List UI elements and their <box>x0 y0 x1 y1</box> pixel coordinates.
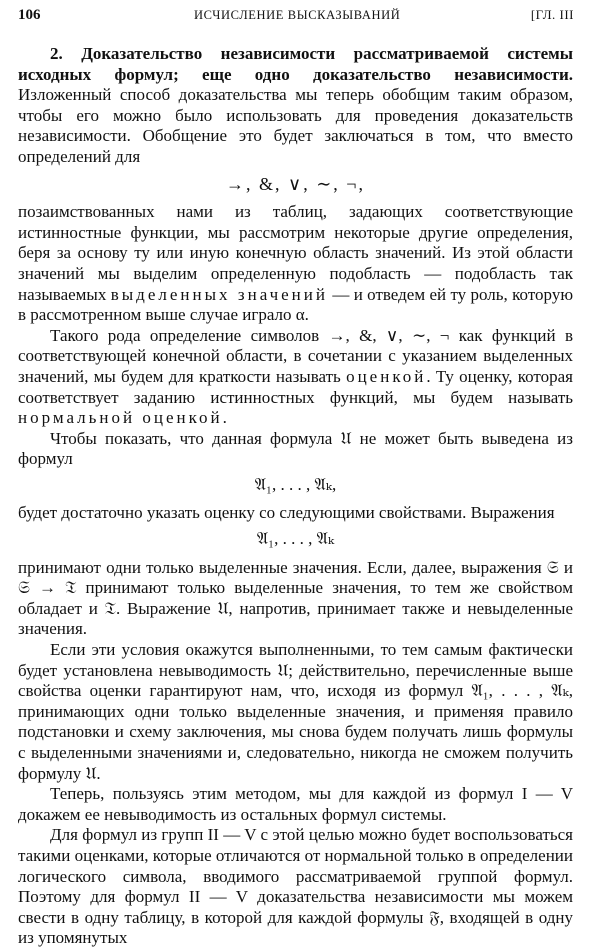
paragraph-3-end: . <box>222 408 227 428</box>
paragraph-2 <box>18 202 573 326</box>
paragraph-5: будет достаточно указать оценку со следующими свойствами. Выражения <box>18 503 555 523</box>
paragraph-3-part-2: . Ту оценку, которая соответствует заданию истинностных функций, мы будем называть <box>18 366 573 407</box>
paragraph-9: Для формул из групп II — V с этой целью можно будет воспользоваться такими оценками, которые отличаются от нормальной только в определении логического символа, вводимого рассматриваемой группой формул. Поэтому для формул II — V доказательства независимости мы можем свести в одну таблицу, в которой для каждой формулы 𝔉, входящей в одну из упомянутых <box>18 825 573 948</box>
spaced-term-selected-values: выделенных значений <box>110 284 328 304</box>
formula-line-1: 𝔄₁, . . . , 𝔄ₖ, <box>254 474 337 494</box>
paragraph-2-part-2: — и отведем ей ту роль, которую в рассмотренном выше случае играло α. <box>18 284 574 325</box>
paragraph-7: Если эти условия окажутся выполненными, то тем самым фактически будет установлена невыводимость 𝔘; действительно, перечисленные выше свойства оценки гарантируют нам, что, исходя из формул 𝔄₁, . . . , 𝔄ₖ, принимающих одни только выделенные значения, и применяя правило подстановки и схему заключения, мы снова будем получать лишь формулы с выделенными значениями и, следовательно, никогда не сможем получить формулу 𝔘. <box>18 640 573 783</box>
paragraph-4: Чтобы показать, что данная формула 𝔘 не может быть выведена из формул <box>18 428 573 469</box>
logical-symbols: →, &, ∨, ∼, ¬, <box>226 173 365 194</box>
spaced-term-normal-evaluation: нормальной оценкой <box>18 408 223 428</box>
chapter-label: [ГЛ. III <box>530 7 574 22</box>
section-paragraph-1 <box>18 44 573 168</box>
paragraph-1-text: Изложенный способ доказательства мы теперь обобщим таким образом, чтобы его можно было использовать для проведения доказательств независимости. Обобщение это будет заключаться в том, что вместо определений для <box>18 85 573 166</box>
page-header <box>18 5 574 25</box>
paragraph-2-part-1: позаимствованных нами из таблиц, задающих соответствующие истинностные функции, мы рассмотрим некоторые другие определения, беря за основу ту или иную конечную область значений. Из этой области значений мы выделим определенную подобласть — подобласть так называемых <box>18 202 573 304</box>
section-heading: 2. Доказательство независимости рассматриваемой системы исходных формул; еще одно доказательство независимости. <box>18 44 573 84</box>
page-body <box>18 44 573 949</box>
running-title: ИСЧИСЛЕНИЕ ВЫСКАЗЫВАНИЙ <box>194 8 401 22</box>
spaced-term-evaluation: оценкой <box>346 366 427 386</box>
paragraph-3-part-1: Такого рода определение символов →, &, ∨, ∼, ¬ как функций в соответствующей конечной области, в сочетании с указанием выделенных значений, мы будем для краткости называть <box>18 325 573 386</box>
paragraph-8: Теперь, пользуясь этим методом, мы для каждой из формул I — V докажем ее невыводимость из остальных формул системы. <box>18 784 573 824</box>
page-number: 106 <box>18 7 41 23</box>
paragraph-6: принимают одни только выделенные значения. Если, далее, выражения 𝔖 и 𝔖 → 𝔗 принимают только выделенные значения, то тем же свойством обладает и 𝔗. Выражение 𝔘, напротив, принимает также и невыделенные значения. <box>18 557 573 639</box>
paragraph-3 <box>18 326 573 429</box>
formula-line-2: 𝔄₁, . . . , 𝔄ₖ <box>256 529 335 549</box>
